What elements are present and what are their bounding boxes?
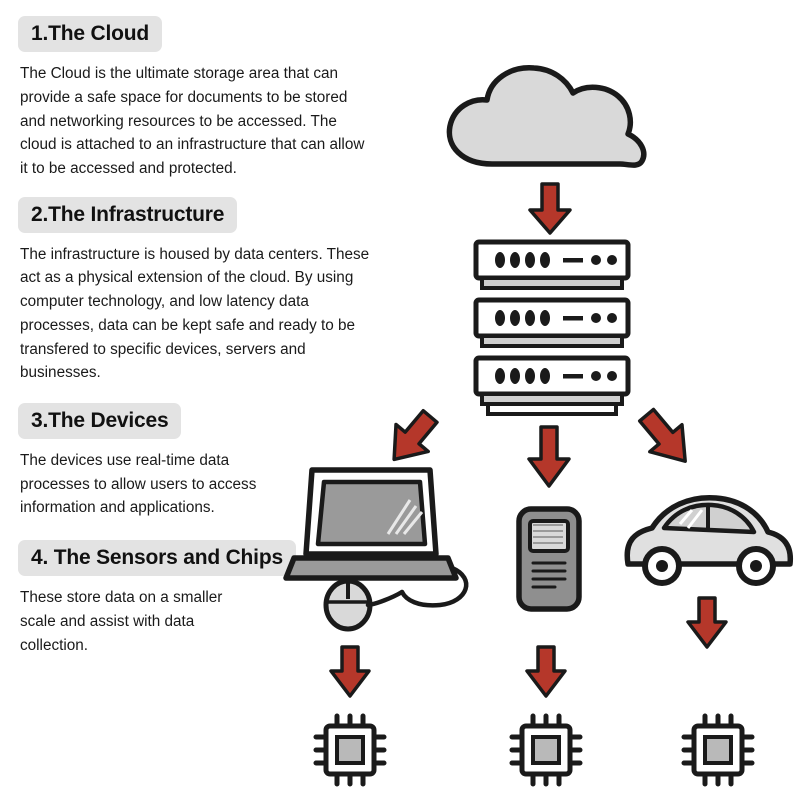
arrow-car-to-chip	[685, 596, 729, 650]
laptop	[280, 462, 480, 632]
section-body-sensors: These store data on a smaller scale and assist with data collection.	[20, 589, 223, 654]
section-body-devices: The devices use real-time data processes to allow users to access information and applications.	[20, 452, 257, 517]
arrow-cloud-to-server	[526, 182, 574, 236]
section-body-infrastructure: The infrastructure is housed by data centers. These act as a physical extension of the cloud. By using computer technology, and low latency data processes, data can be kept safe and ready to be transfered to specific devices, servers and businesses.	[20, 245, 370, 382]
section-heading-devices: 3.The Devices	[18, 403, 181, 439]
section-heading-infrastructure: 2.The Infrastructure	[18, 197, 237, 233]
car	[618, 488, 798, 598]
arrow-laptop-to-chip	[328, 645, 372, 699]
section-heading-sensors: 4. The Sensors and Chips	[18, 540, 296, 576]
chip-right	[678, 710, 758, 790]
section-body-cloud: The Cloud is the ultimate storage area that can provide a safe space for documents to be stored and networking resources to be accessed. The cloud is attached to an infrastructure that can allow it to be accessed and protected.	[20, 65, 365, 177]
arrow-phone-to-chip	[524, 645, 568, 699]
graphics-column	[270, 0, 800, 801]
cloud-shape	[440, 62, 660, 172]
arrow-server-to-car	[630, 400, 710, 480]
mobile-phone	[505, 505, 595, 615]
chip-middle	[506, 710, 586, 790]
server-stack	[468, 238, 648, 423]
section-heading-cloud: 1.The Cloud	[18, 16, 162, 52]
chip-left	[310, 710, 390, 790]
arrow-server-to-phone	[525, 425, 573, 489]
